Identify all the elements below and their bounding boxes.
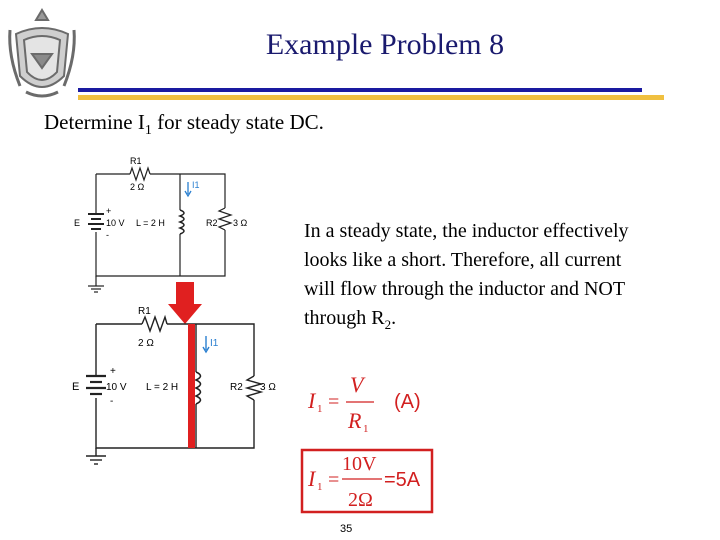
bottom-minus: - xyxy=(110,396,114,407)
slide-title: Example Problem 8 xyxy=(265,28,505,61)
top-source-label: E xyxy=(74,218,81,228)
top-r2-label: R2 xyxy=(206,218,218,228)
bottom-r1-value: 2 Ω xyxy=(138,338,154,349)
bottom-source-label: E xyxy=(72,381,80,393)
svg-text:1: 1 xyxy=(363,423,369,435)
svg-text:1: 1 xyxy=(317,403,323,415)
explanation-text: In a steady state, the inductor effectively looks like a short. Therefore, all current will flow through the inductor and NOT through $R_2$. xyxy=(304,220,629,332)
equation-ohms-law xyxy=(304,372,444,438)
bottom-source-value: 10 V xyxy=(106,382,127,393)
short-circuit-highlight xyxy=(188,324,195,448)
circuit-top xyxy=(70,152,260,302)
equation-result xyxy=(300,448,434,514)
title-rule-blue xyxy=(78,88,642,92)
top-current-label: I1 xyxy=(192,180,200,190)
page-number: 35 xyxy=(340,523,353,535)
svg-text:10V: 10V xyxy=(342,453,377,475)
bottom-r2-value: 3 Ω xyxy=(260,382,276,393)
svg-text:I: I xyxy=(308,466,316,491)
top-r1-label: R1 xyxy=(130,156,142,166)
svg-text:=: = xyxy=(328,391,340,413)
svg-text:V: V xyxy=(350,372,364,397)
svg-text:R: R xyxy=(348,408,362,433)
bottom-plus: + xyxy=(110,366,116,377)
question-text: Determine $I_1$ for steady state DC. xyxy=(44,110,324,139)
svg-text:=5A: =5A xyxy=(384,469,421,491)
bottom-current-label: I1 xyxy=(210,338,219,349)
svg-text:I: I xyxy=(308,388,316,413)
svg-text:1: 1 xyxy=(317,481,323,493)
svg-text:2Ω: 2Ω xyxy=(348,489,373,511)
circuit-bottom xyxy=(66,300,296,480)
naval-academy-crest-icon xyxy=(6,6,78,102)
top-r1-value: 2 Ω xyxy=(130,182,145,192)
top-source-value: 10 V xyxy=(106,218,125,228)
top-r2-value: 3 Ω xyxy=(233,218,248,228)
svg-text:(A): (A) xyxy=(394,391,421,413)
top-inductor-label: L = 2 H xyxy=(136,218,165,228)
title-rule-gold xyxy=(78,95,664,100)
bottom-r2-label: R2 xyxy=(230,382,243,393)
bottom-inductor-label: L = 2 H xyxy=(146,382,179,393)
bottom-r1-label: R1 xyxy=(138,306,151,317)
top-plus: + xyxy=(106,206,112,216)
svg-text:=: = xyxy=(328,469,340,491)
top-minus: - xyxy=(106,230,109,240)
